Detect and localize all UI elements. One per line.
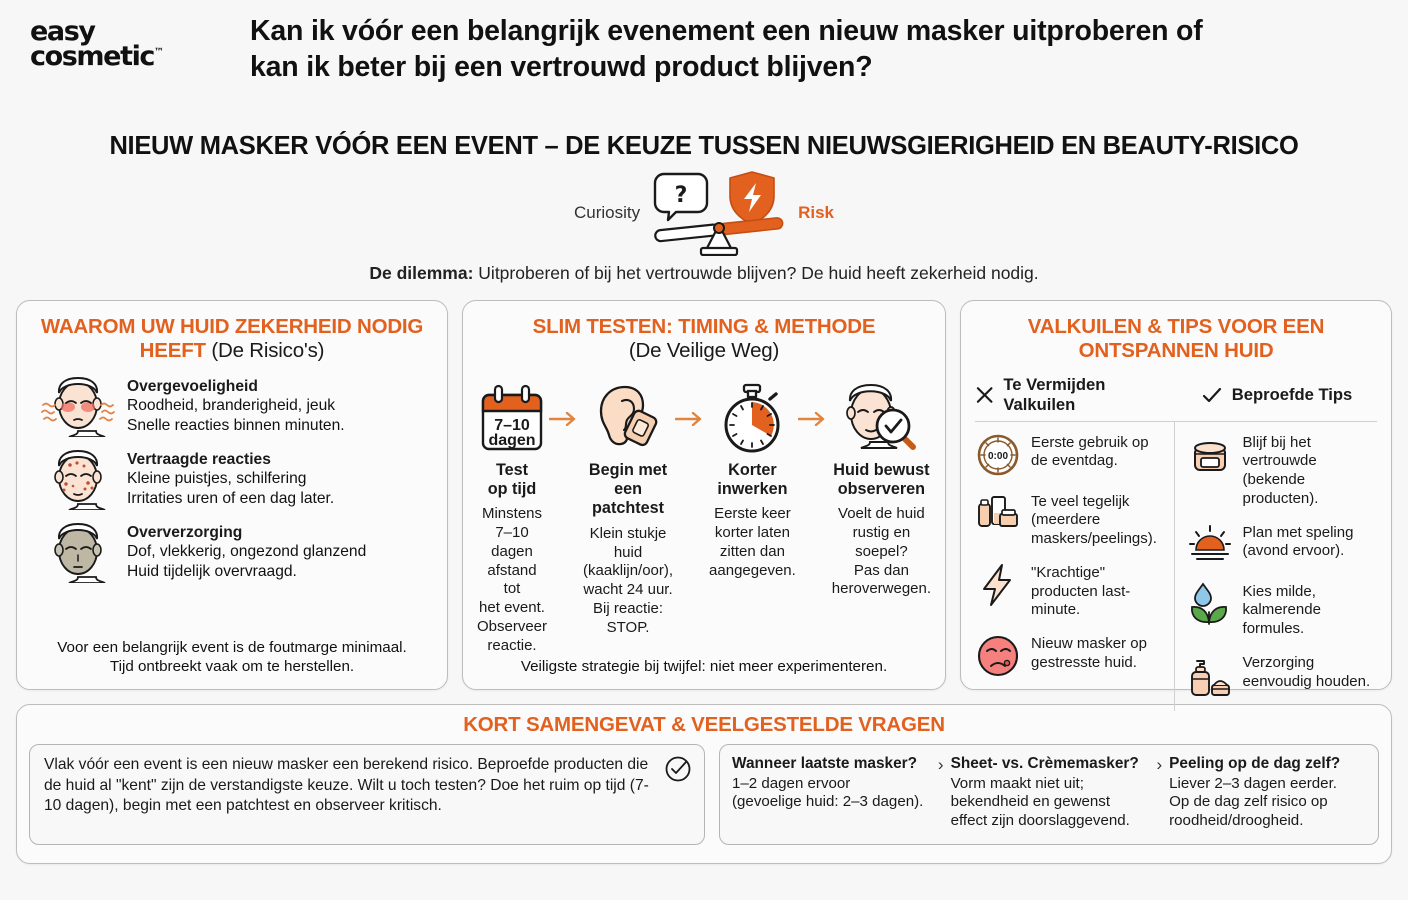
card-risks-title-accent: WAAROM UW HUID ZEKERHEID NODIG HEEFT (40, 315, 424, 362)
risk-item-body: Roodheid, branderigheid, jeuk Snelle reacties binnen minuten. (127, 397, 345, 435)
step-desc: Klein stukje huid (kaaklijn/oor), wacht 24 uur. Bij reactie: STOP. (583, 524, 674, 636)
tip-text: Plan met speling (avond ervoor). (1242, 523, 1354, 560)
faq-answer: Liever 2–3 dagen eerder. Op de dag zelf risico op roodheid/droogheid. (1169, 774, 1337, 830)
flow-arrow-icon (796, 379, 832, 426)
card-testing-title (477, 315, 931, 363)
pitfalls-tips-body (975, 422, 1377, 711)
risk-item-body: Dof, vlekkerig, ongezond glanzend Huid tijdelijk overvraagd. (127, 543, 367, 581)
cross-icon (975, 385, 994, 405)
pitfall-item (975, 491, 1166, 549)
risk-item-head: Overgevoeligheid (127, 377, 258, 395)
tip-text: Verzorging eenvoudig houden. (1242, 653, 1371, 690)
summary-faq-panel (16, 704, 1392, 864)
page-headline: Kan ik vóór een belangrijk evenement een nieuw masker uitproberen of kan ik beter bij een vertrouwd product blijven? (250, 15, 1203, 83)
card-risks-footer: Voor een belangrijk event is de foutmarge minimaal. Tijd ontbreekt vaak om te herstellen. (57, 638, 407, 676)
cream-jar-icon (1187, 432, 1233, 478)
dilemma-text: Uitproberen of bij het vertrouwde blijven? De huid heeft zekerheid nodig. (478, 263, 1039, 283)
balance-right-label: Risk (798, 203, 835, 222)
risk-item (31, 375, 433, 437)
steps-flow (477, 379, 931, 658)
face-irritated-icon (41, 375, 115, 437)
card-pitfalls-tips (960, 300, 1392, 690)
faq-question: Sheet- vs. Crèmemasker? (950, 755, 1139, 772)
dilemma-line (0, 263, 1408, 284)
faq-box (719, 744, 1379, 845)
faq-item (951, 755, 1150, 831)
brand-logo (0, 14, 250, 135)
pitfalls-head-label: Te Vermijden Valkuilen (1003, 374, 1106, 414)
card-testing-footer: Veiligste strategie bij twijfel: niet meer experimenteren. (520, 658, 888, 676)
calendar-badge-line1: 7–10 (494, 416, 530, 434)
faq-answer: Vorm maakt niet uit; bekendheid en gewenst effect zijn doorslaggevend. (950, 774, 1130, 830)
step (477, 379, 547, 656)
products-stack-icon (975, 491, 1021, 537)
step-desc: Voelt de huid rustig en soepel? Pas dan heroverwegen. (831, 505, 932, 598)
pitfall-text: Te veel tegelijk (meerdere maskers/peelings). (1031, 492, 1157, 548)
step-title: Huid bewust observeren (833, 460, 930, 498)
balance-left-label: Curiosity (573, 203, 641, 222)
risk-item-body: Kleine puistjes, schilfering Irritaties uren of een dag later. (127, 470, 335, 508)
pitfall-item (975, 633, 1166, 679)
risk-item-text (127, 448, 334, 510)
tip-text: Blijf bij het vertrouwde (bekende producten). (1242, 433, 1319, 507)
brand-logo-line2: cosmetic™ (30, 40, 165, 72)
calendar-icon (477, 383, 547, 455)
clock-zero-icon (975, 432, 1021, 478)
faq-separator-icon: › (1156, 755, 1163, 774)
face-spotty-icon (41, 448, 115, 510)
scale-icon (644, 170, 794, 256)
svg-text:?: ? (674, 183, 688, 208)
clock-zero-label: 0:00 (988, 450, 1009, 462)
card-risks (16, 300, 448, 690)
faq-item (1169, 755, 1368, 831)
card-testing-title-plain: (De Veilige Weg) (628, 338, 780, 362)
risk-item (31, 448, 433, 510)
brand-logo-line1: easy (30, 16, 95, 47)
risk-item-head: Oververzorging (127, 523, 243, 541)
card-pitfalls-title: VALKUILEN & TIPS VOOR EEN ONTSPANNEN HUID (1027, 315, 1325, 362)
tip-text: Kies milde, kalmerende formules. (1242, 582, 1321, 638)
step (709, 379, 796, 581)
pitfall-item (975, 432, 1166, 478)
leaf-drop-icon (1187, 581, 1233, 627)
risk-item (31, 521, 433, 583)
calendar-badge-line2: dagen (488, 431, 536, 449)
pitfalls-column (975, 422, 1175, 711)
question-bubble-icon (655, 174, 707, 220)
cards-row (0, 300, 1408, 690)
sunset-icon (1187, 522, 1233, 568)
risk-list (31, 375, 433, 638)
pitfall-text: Nieuw masker op gestresste huid. (1031, 635, 1147, 671)
summary-faq-row (29, 744, 1379, 845)
card-risks-title (31, 315, 433, 363)
risk-item-text (127, 375, 345, 437)
risk-shield-icon (730, 172, 774, 224)
header (0, 0, 1408, 135)
summary-box (29, 744, 705, 845)
pitfalls-head (975, 375, 1176, 415)
step-title: Test op tijd (487, 460, 537, 498)
ear-patch-icon (591, 383, 665, 455)
faq-question: Peeling op de dag zelf? (1169, 755, 1341, 772)
step-desc: Eerste keer korter laten zitten dan aangegeven. (709, 505, 796, 579)
stressed-face-icon (975, 633, 1021, 679)
faq-answer: 1–2 dagen ervoor (gevoelige huid: 2–3 dagen). (732, 774, 924, 811)
pitfalls-tips-head (975, 375, 1377, 422)
tip-item (1187, 522, 1378, 568)
card-risks-title-plain: (De Risico's) (211, 338, 325, 362)
step (583, 379, 673, 638)
tip-item (1187, 581, 1378, 639)
tips-head (1176, 375, 1377, 415)
flow-arrow-icon (547, 379, 583, 426)
step (832, 379, 931, 600)
step-title: Korter inwerken (717, 460, 788, 498)
faq-question: Wanneer laatste masker? (732, 755, 918, 772)
tips-column (1175, 422, 1378, 711)
balance-illustration (0, 167, 1408, 259)
check-circle-icon (664, 755, 692, 783)
page-subtitle: NIEUW MASKER VÓÓR EEN EVENT – DE KEUZE TUSSEN NIEUWSGIERIGHEID EN BEAUTY-RISICO (109, 132, 1299, 160)
risk-item-head: Vertraagde reacties (127, 450, 271, 468)
step-desc: Minstens 7–10 dagen afstand tot het event. Observeer reactie. (476, 505, 548, 654)
card-testing-title-accent: SLIM TESTEN: TIMING & METHODE (532, 315, 876, 338)
step-title: Begin met een patchtest (588, 460, 668, 518)
stopwatch-icon (716, 383, 788, 455)
pitfall-item (975, 562, 1166, 620)
pitfall-text: "Krachtige" producten last-minute. (1031, 563, 1131, 619)
trademark-mark: ™ (154, 46, 165, 58)
pitfall-text: Eerste gebruik op de eventdag. (1031, 433, 1149, 470)
check-icon (1201, 385, 1223, 405)
tip-item (1187, 652, 1378, 698)
dilemma-label: De dilemma: (369, 263, 474, 283)
face-magnifier-icon (840, 382, 922, 456)
tip-item (1187, 432, 1378, 509)
pump-bottle-icon (1187, 652, 1233, 698)
tips-head-label: Beproefde Tips (1231, 384, 1353, 404)
flow-arrow-icon (673, 379, 709, 426)
summary-faq-title: KORT SAMENGEVAT & VEELGESTELDE VRAGEN (463, 713, 945, 736)
face-dull-icon (41, 521, 115, 583)
summary-text: Vlak vóór een event is een nieuw masker een berekend risico. Beproefde producten die de huid al "kent" zijn de verstandigste keuze. Wilt u toch testen? Doe het ruim op tijd (7-10 dagen), begin met een patchtest en observeer kritisch. (44, 756, 649, 815)
faq-item (732, 755, 931, 812)
faq-separator-icon: › (937, 755, 944, 774)
lightning-icon (975, 562, 1021, 608)
card-testing (462, 300, 946, 690)
risk-item-text (127, 521, 366, 583)
